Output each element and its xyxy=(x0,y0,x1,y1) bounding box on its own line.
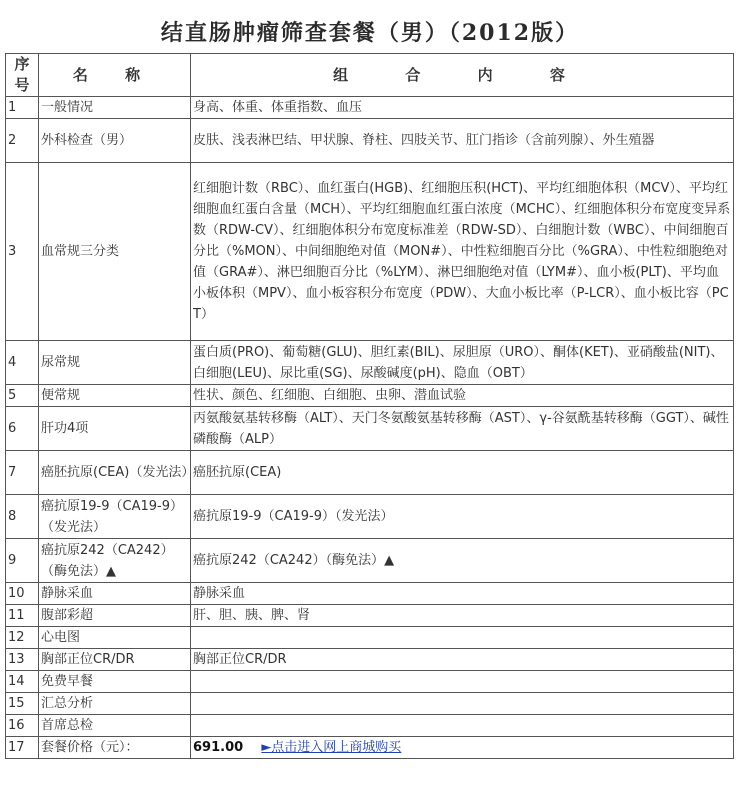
row-number: 17 xyxy=(6,737,39,759)
buy-online-link[interactable]: ►点击进入网上商城购买 xyxy=(261,740,402,755)
row-number: 3 xyxy=(6,163,39,341)
row-number: 12 xyxy=(6,627,39,649)
table-row xyxy=(6,605,734,627)
price-value: 691.00 xyxy=(193,740,244,755)
table-row xyxy=(6,97,734,119)
header-content: 组 合 内 容 xyxy=(191,54,734,97)
item-name: 癌胚抗原(CEA)（发光法） xyxy=(39,451,191,495)
item-content: 蛋白质(PRO)、葡萄糖(GLU)、胆红素(BIL)、尿胆原（URO）、酮体(KET)、亚硝酸盐(NIT)、白细胞(LEU)、尿比重(SG)、尿酸碱度(pH)、隐血（OBT） xyxy=(191,341,734,385)
item-content: 静脉采血 xyxy=(191,583,734,605)
table-row xyxy=(6,385,734,407)
item-name: 一般情况 xyxy=(39,97,191,119)
item-content: 皮肤、浅表淋巴结、甲状腺、脊柱、四肢关节、肛门指诊（含前列腺）、外生殖器 xyxy=(191,119,734,163)
item-name: 静脉采血 xyxy=(39,583,191,605)
item-content xyxy=(191,715,734,737)
item-content: 癌抗原242（CA242）（酶免法）▲ xyxy=(191,539,734,583)
table-row xyxy=(6,341,734,385)
row-number: 9 xyxy=(6,539,39,583)
item-name: 癌抗原242（CA242）（酶免法）▲ xyxy=(39,539,191,583)
row-number: 1 xyxy=(6,97,39,119)
item-content xyxy=(191,693,734,715)
item-content: 性状、颜色、红细胞、白细胞、虫卵、潜血试验 xyxy=(191,385,734,407)
table-row xyxy=(6,671,734,693)
table-row xyxy=(6,163,734,341)
item-content: 胸部正位CR/DR xyxy=(191,649,734,671)
row-number: 5 xyxy=(6,385,39,407)
item-name: 心电图 xyxy=(39,627,191,649)
row-number: 15 xyxy=(6,693,39,715)
table-row xyxy=(6,693,734,715)
row-number: 7 xyxy=(6,451,39,495)
table-row xyxy=(6,407,734,451)
item-content: 癌抗原19-9（CA19-9）（发光法） xyxy=(191,495,734,539)
item-name: 胸部正位CR/DR xyxy=(39,649,191,671)
row-number: 4 xyxy=(6,341,39,385)
row-number: 10 xyxy=(6,583,39,605)
item-name: 腹部彩超 xyxy=(39,605,191,627)
row-number: 2 xyxy=(6,119,39,163)
table-row xyxy=(6,583,734,605)
table-row xyxy=(6,539,734,583)
item-name: 免费早餐 xyxy=(39,671,191,693)
item-name: 汇总分析 xyxy=(39,693,191,715)
table-row xyxy=(6,451,734,495)
item-name: 便常规 xyxy=(39,385,191,407)
table-row xyxy=(6,119,734,163)
item-name: 血常规三分类 xyxy=(39,163,191,341)
table-row xyxy=(6,627,734,649)
package-table xyxy=(5,53,734,759)
row-number: 6 xyxy=(6,407,39,451)
page-title: 结直肠肿瘤筛查套餐（男）（2012版） xyxy=(160,20,580,46)
table-header-row xyxy=(6,54,734,97)
header-no: 序号 xyxy=(6,54,39,97)
item-content: 癌胚抗原(CEA) xyxy=(191,451,734,495)
header-name: 名 称 xyxy=(39,54,191,97)
price-row xyxy=(6,737,734,759)
table-row xyxy=(6,649,734,671)
item-content xyxy=(191,627,734,649)
item-name: 癌抗原19-9（CA19-9）（发光法） xyxy=(39,495,191,539)
item-content: 丙氨酸氨基转移酶（ALT）、天门冬氨酸氨基转移酶（AST）、γ-谷氨酰基转移酶（GGT）、碱性磷酸酶（ALP） xyxy=(191,407,734,451)
item-content xyxy=(191,671,734,693)
row-number: 8 xyxy=(6,495,39,539)
item-name: 首席总检 xyxy=(39,715,191,737)
item-name: 尿常规 xyxy=(39,341,191,385)
item-content: 身高、体重、体重指数、血压 xyxy=(191,97,734,119)
row-number: 14 xyxy=(6,671,39,693)
row-number: 16 xyxy=(6,715,39,737)
table-row xyxy=(6,715,734,737)
table-row xyxy=(6,495,734,539)
price-label: 套餐价格（元）： xyxy=(39,737,191,759)
row-number: 13 xyxy=(6,649,39,671)
item-name: 肝功4项 xyxy=(39,407,191,451)
item-content: 红细胞计数（RBC）、血红蛋白(HGB)、红细胞压积(HCT)、平均红细胞体积（MCV）、平均红细胞血红蛋白含量（MCH）、平均红细胞血红蛋白浓度（MCHC）、红细胞体积分布宽度变异系数（RDW-CV）、红细胞体积分布宽度标准差（RDW-SD）、白细胞计数（WBC）、中间细胞百分比（%MON）、中间细胞绝对值（MON#）、中性粒细胞百分比（%GRA）、中性粒细胞绝对值（GRA#）、淋巴细胞百分比（%LYM）、淋巴细胞绝对值（LYM#）、血小板(PLT)、平均血小板体积（MPV）、血小板容积分布宽度（PDW）、大血小板比率（P-LCR）、血小板比容（PCT） xyxy=(191,163,734,341)
price-cell xyxy=(191,737,734,759)
item-content: 肝、胆、胰、脾、肾 xyxy=(191,605,734,627)
item-name: 外科检查（男） xyxy=(39,119,191,163)
row-number: 11 xyxy=(6,605,39,627)
